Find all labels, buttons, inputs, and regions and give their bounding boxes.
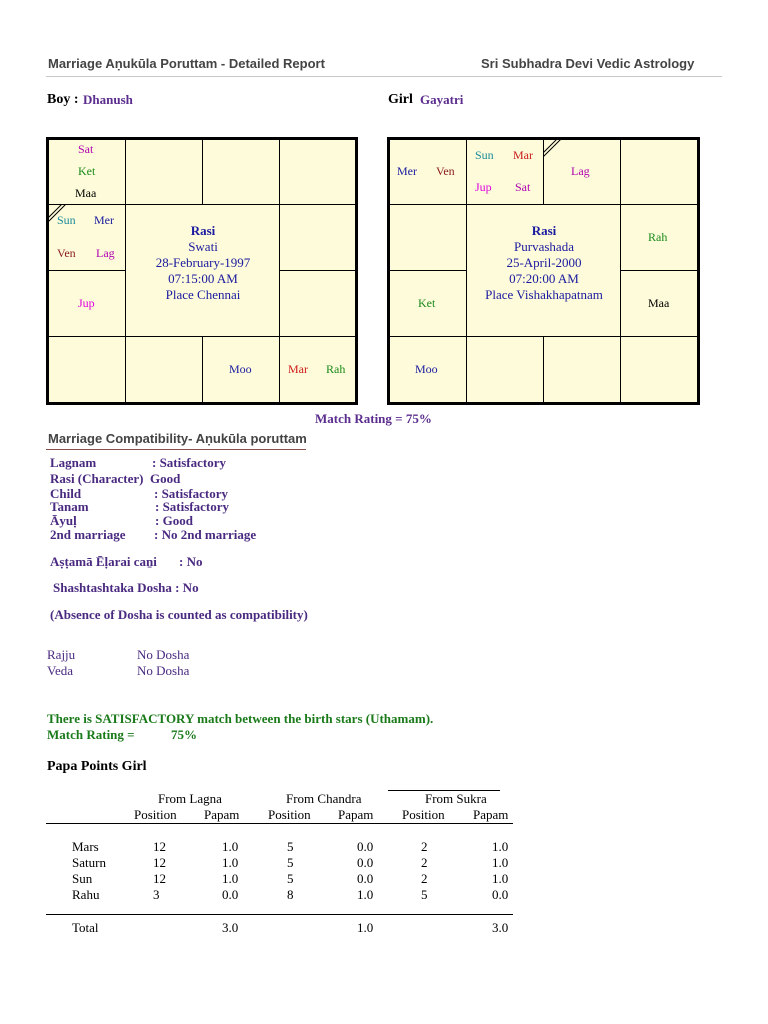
cell: 0.0 [357,871,374,886]
boy-planet-ket: Ket [78,164,96,178]
compatibility-divider [46,449,306,450]
shashtashtaka-dosha: Shashtashtaka Dosha : No [53,580,199,595]
cell: 1.0 [492,839,509,854]
girl-planet-ven: Ven [436,164,455,178]
cell: 1.0 [222,839,239,854]
cell: 1.0 [492,855,509,870]
row-planet: Sun [72,871,93,886]
girl-chart-center [467,223,621,303]
header-divider [46,76,722,77]
subhead-papam: Papam [204,807,240,822]
row-planet: Rahu [72,887,100,902]
girl-birth-place: Place Vishakhapatnam [485,287,603,302]
cell: 12 [153,839,166,854]
group-chandra: From Chandra [286,791,362,806]
group-lagna: From Lagna [158,791,222,806]
report-title: Marriage Aṇukūla Poruttam - Detailed Report [48,56,325,71]
girl-label: Girl [388,92,413,107]
boy-name: Dhanush [83,92,133,107]
cell: 0.0 [222,887,239,902]
cell: 5 [421,887,428,902]
cell: 0.0 [492,887,509,902]
compat-val-second-marriage: : No 2nd marriage [154,527,257,542]
boy-birth-date: 28-February-1997 [155,255,251,270]
compat-val-lagnam: : Satisfactory [152,455,227,470]
boy-chart-center [126,223,280,303]
total-label: Total [72,920,99,935]
girl-planet-maa: Maa [648,296,670,310]
cell: 5 [287,871,294,886]
cell: 12 [153,871,166,886]
veda-value: No Dosha [137,663,190,678]
match-rating-top: Match Rating = 75% [315,411,432,426]
boy-label: Boy : [47,92,79,107]
astama-value: : No [179,554,203,569]
cell: 1.0 [222,871,239,886]
row-planet: Mars [72,839,99,854]
cell: 2 [421,839,428,854]
boy-planet-moo: Moo [229,362,252,376]
subhead-papam: Papam [473,807,509,822]
girl-rasi-chart [387,137,700,405]
total-lagna: 3.0 [222,920,239,935]
boy-star: Swati [188,239,218,254]
total-sukra: 3.0 [492,920,509,935]
astama-label: Aṣṭamā Ēḷarai caṉi [50,554,157,569]
girl-name: Gayatri [420,92,464,107]
boy-planet-lag: Lag [96,246,115,260]
girl-star: Purvashada [514,239,574,254]
cell: 2 [421,871,428,886]
girl-planet-sun: Sun [475,148,494,162]
subhead-position: Position [402,807,445,822]
compatibility-heading: Marriage Compatibility- Aṇukūla poruttam [48,431,307,446]
girl-birth-time: 07:20:00 AM [509,271,579,286]
compat-key-rasi: Rasi (Character) [50,471,144,486]
compat-key-child: Child [50,486,82,501]
boy-planet-sat: Sat [78,142,94,156]
boy-planet-maa: Maa [75,186,97,200]
girl-planet-jup: Jup [475,180,492,194]
compat-val-tanam: : Satisfactory [155,499,230,514]
girl-planet-lag: Lag [571,164,590,178]
subhead-position: Position [268,807,311,822]
group-sukra: From Sukra [425,791,487,806]
girl-planet-ket: Ket [418,296,436,310]
cell: 12 [153,855,166,870]
total-chandra: 1.0 [357,920,374,935]
boy-birth-time: 07:15:00 AM [168,271,238,286]
cell: 3 [153,887,160,902]
girl-planet-moo: Moo [415,362,438,376]
boy-planet-rah: Rah [326,362,346,376]
cell: 8 [287,887,294,902]
papa-points-heading: Papa Points Girl [47,759,147,774]
row-planet: Saturn [72,855,106,870]
compat-key-second-marriage: 2nd marriage [50,527,126,542]
brand-name: Sri Subhadra Devi Vedic Astrology [481,56,695,71]
cell: 1.0 [357,887,374,902]
boy-planet-ven: Ven [57,246,76,260]
match-rating-label: Match Rating = [47,727,135,742]
cell: 1.0 [492,871,509,886]
girl-planet-rah: Rah [648,230,668,244]
girl-chart-title: Rasi [531,223,557,238]
compat-key-ayul: Āyuḷ [50,513,77,528]
compat-val-child: : Satisfactory [154,486,229,501]
compat-key-tanam: Tanam [50,499,89,514]
rajju-label: Rajju [47,647,76,662]
rajju-value: No Dosha [137,647,190,662]
girl-birth-date: 25-April-2000 [506,255,582,270]
boy-rasi-chart [46,137,358,405]
veda-label: Veda [47,663,73,678]
table-header-rule [46,823,513,824]
dosha-note: (Absence of Dosha is counted as compatibility) [50,607,308,622]
compat-val-rasi: Good [150,471,181,486]
compat-key-lagnam: Lagnam [50,455,97,470]
cell: 2 [421,855,428,870]
lagna-marker-icon [543,139,561,157]
boy-planet-jup: Jup [78,296,95,310]
cell: 5 [287,839,294,854]
girl-planet-sat: Sat [515,180,531,194]
cell: 0.0 [357,855,374,870]
subhead-papam: Papam [338,807,374,822]
boy-planet-mer: Mer [94,213,114,227]
match-summary: There is SATISFACTORY match between the birth stars (Uthamam). [47,711,434,726]
cell: 5 [287,855,294,870]
subhead-position: Position [134,807,177,822]
boy-planet-mar: Mar [288,362,308,376]
table-total-rule [46,914,513,915]
cell: 0.0 [357,839,374,854]
cell: 1.0 [222,855,239,870]
boy-chart-title: Rasi [190,223,216,238]
boy-planet-sun: Sun [57,213,76,227]
match-rating-value: 75% [171,727,197,742]
boy-birth-place: Place Chennai [165,287,241,302]
girl-planet-mar: Mar [513,148,533,162]
compat-val-ayul: : Good [155,513,193,528]
girl-planet-mer: Mer [397,164,417,178]
